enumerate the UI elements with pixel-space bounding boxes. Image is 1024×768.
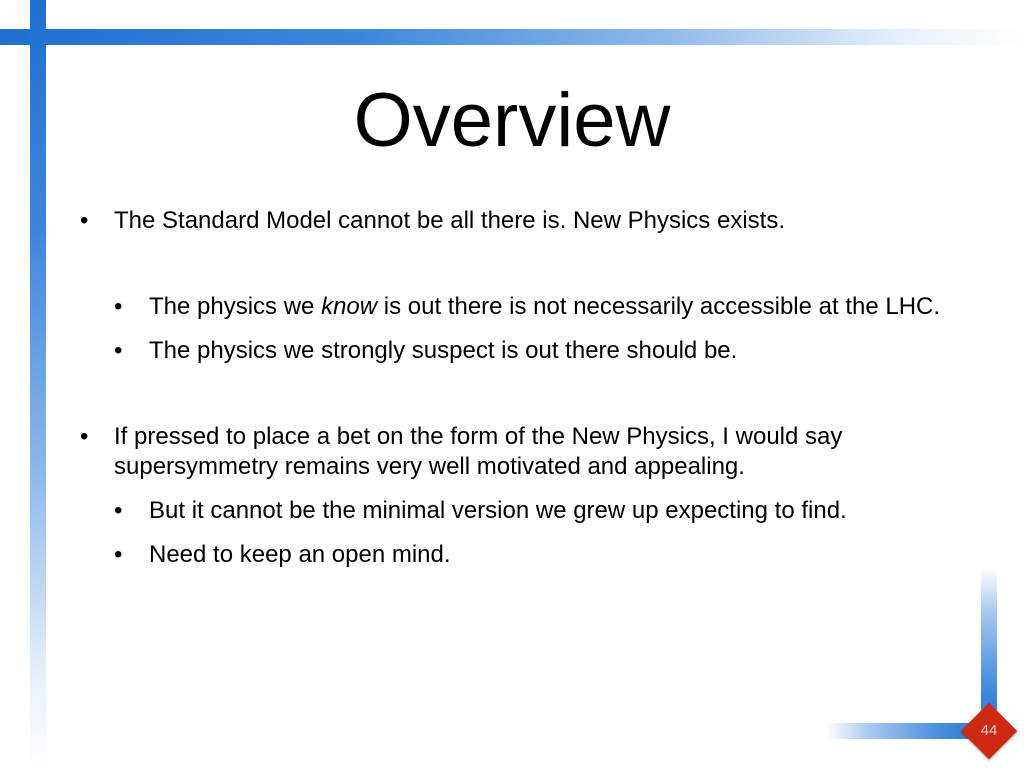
page-number: 44 xyxy=(980,722,998,739)
bullet-marker: • xyxy=(114,337,123,364)
bullet-item-2 xyxy=(80,422,960,482)
slide-title: Overview xyxy=(353,78,671,163)
bullet-marker: • xyxy=(80,423,89,450)
bullet-marker: • xyxy=(114,497,123,524)
bullet-list xyxy=(80,206,960,570)
bullet-text: But it cannot be the minimal version we grew up expecting to find. xyxy=(149,497,847,524)
bullet-marker: • xyxy=(80,207,89,234)
bullet-marker: • xyxy=(114,541,123,568)
sub-bullet-item-4 xyxy=(80,540,960,570)
bullet-text: The Standard Model cannot be all there is. New Physics exists. xyxy=(114,207,785,234)
bullet-marker: • xyxy=(114,293,123,320)
bullet-text-start: The physics we xyxy=(149,293,322,320)
sub-bullet-item-1 xyxy=(80,292,960,322)
bullet-text: Need to keep an open mind. xyxy=(149,541,451,568)
bullet-text-emphasis: know xyxy=(321,293,378,320)
top-accent-bar xyxy=(0,29,1024,45)
bullet-text: The physics we strongly suspect is out there should be. xyxy=(149,337,738,364)
bullet-text: If pressed to place a bet on the form of the New Physics, I would say supersymmetry remains very well motivated and appealing. xyxy=(114,423,843,480)
sub-bullet-item-2 xyxy=(80,336,960,366)
page-number-badge xyxy=(961,703,1017,759)
bullet-item-1 xyxy=(80,206,960,236)
bullet-text-end: is out there is not necessarily accessible at the LHC. xyxy=(377,293,941,320)
sub-bullet-item-3 xyxy=(80,496,960,526)
